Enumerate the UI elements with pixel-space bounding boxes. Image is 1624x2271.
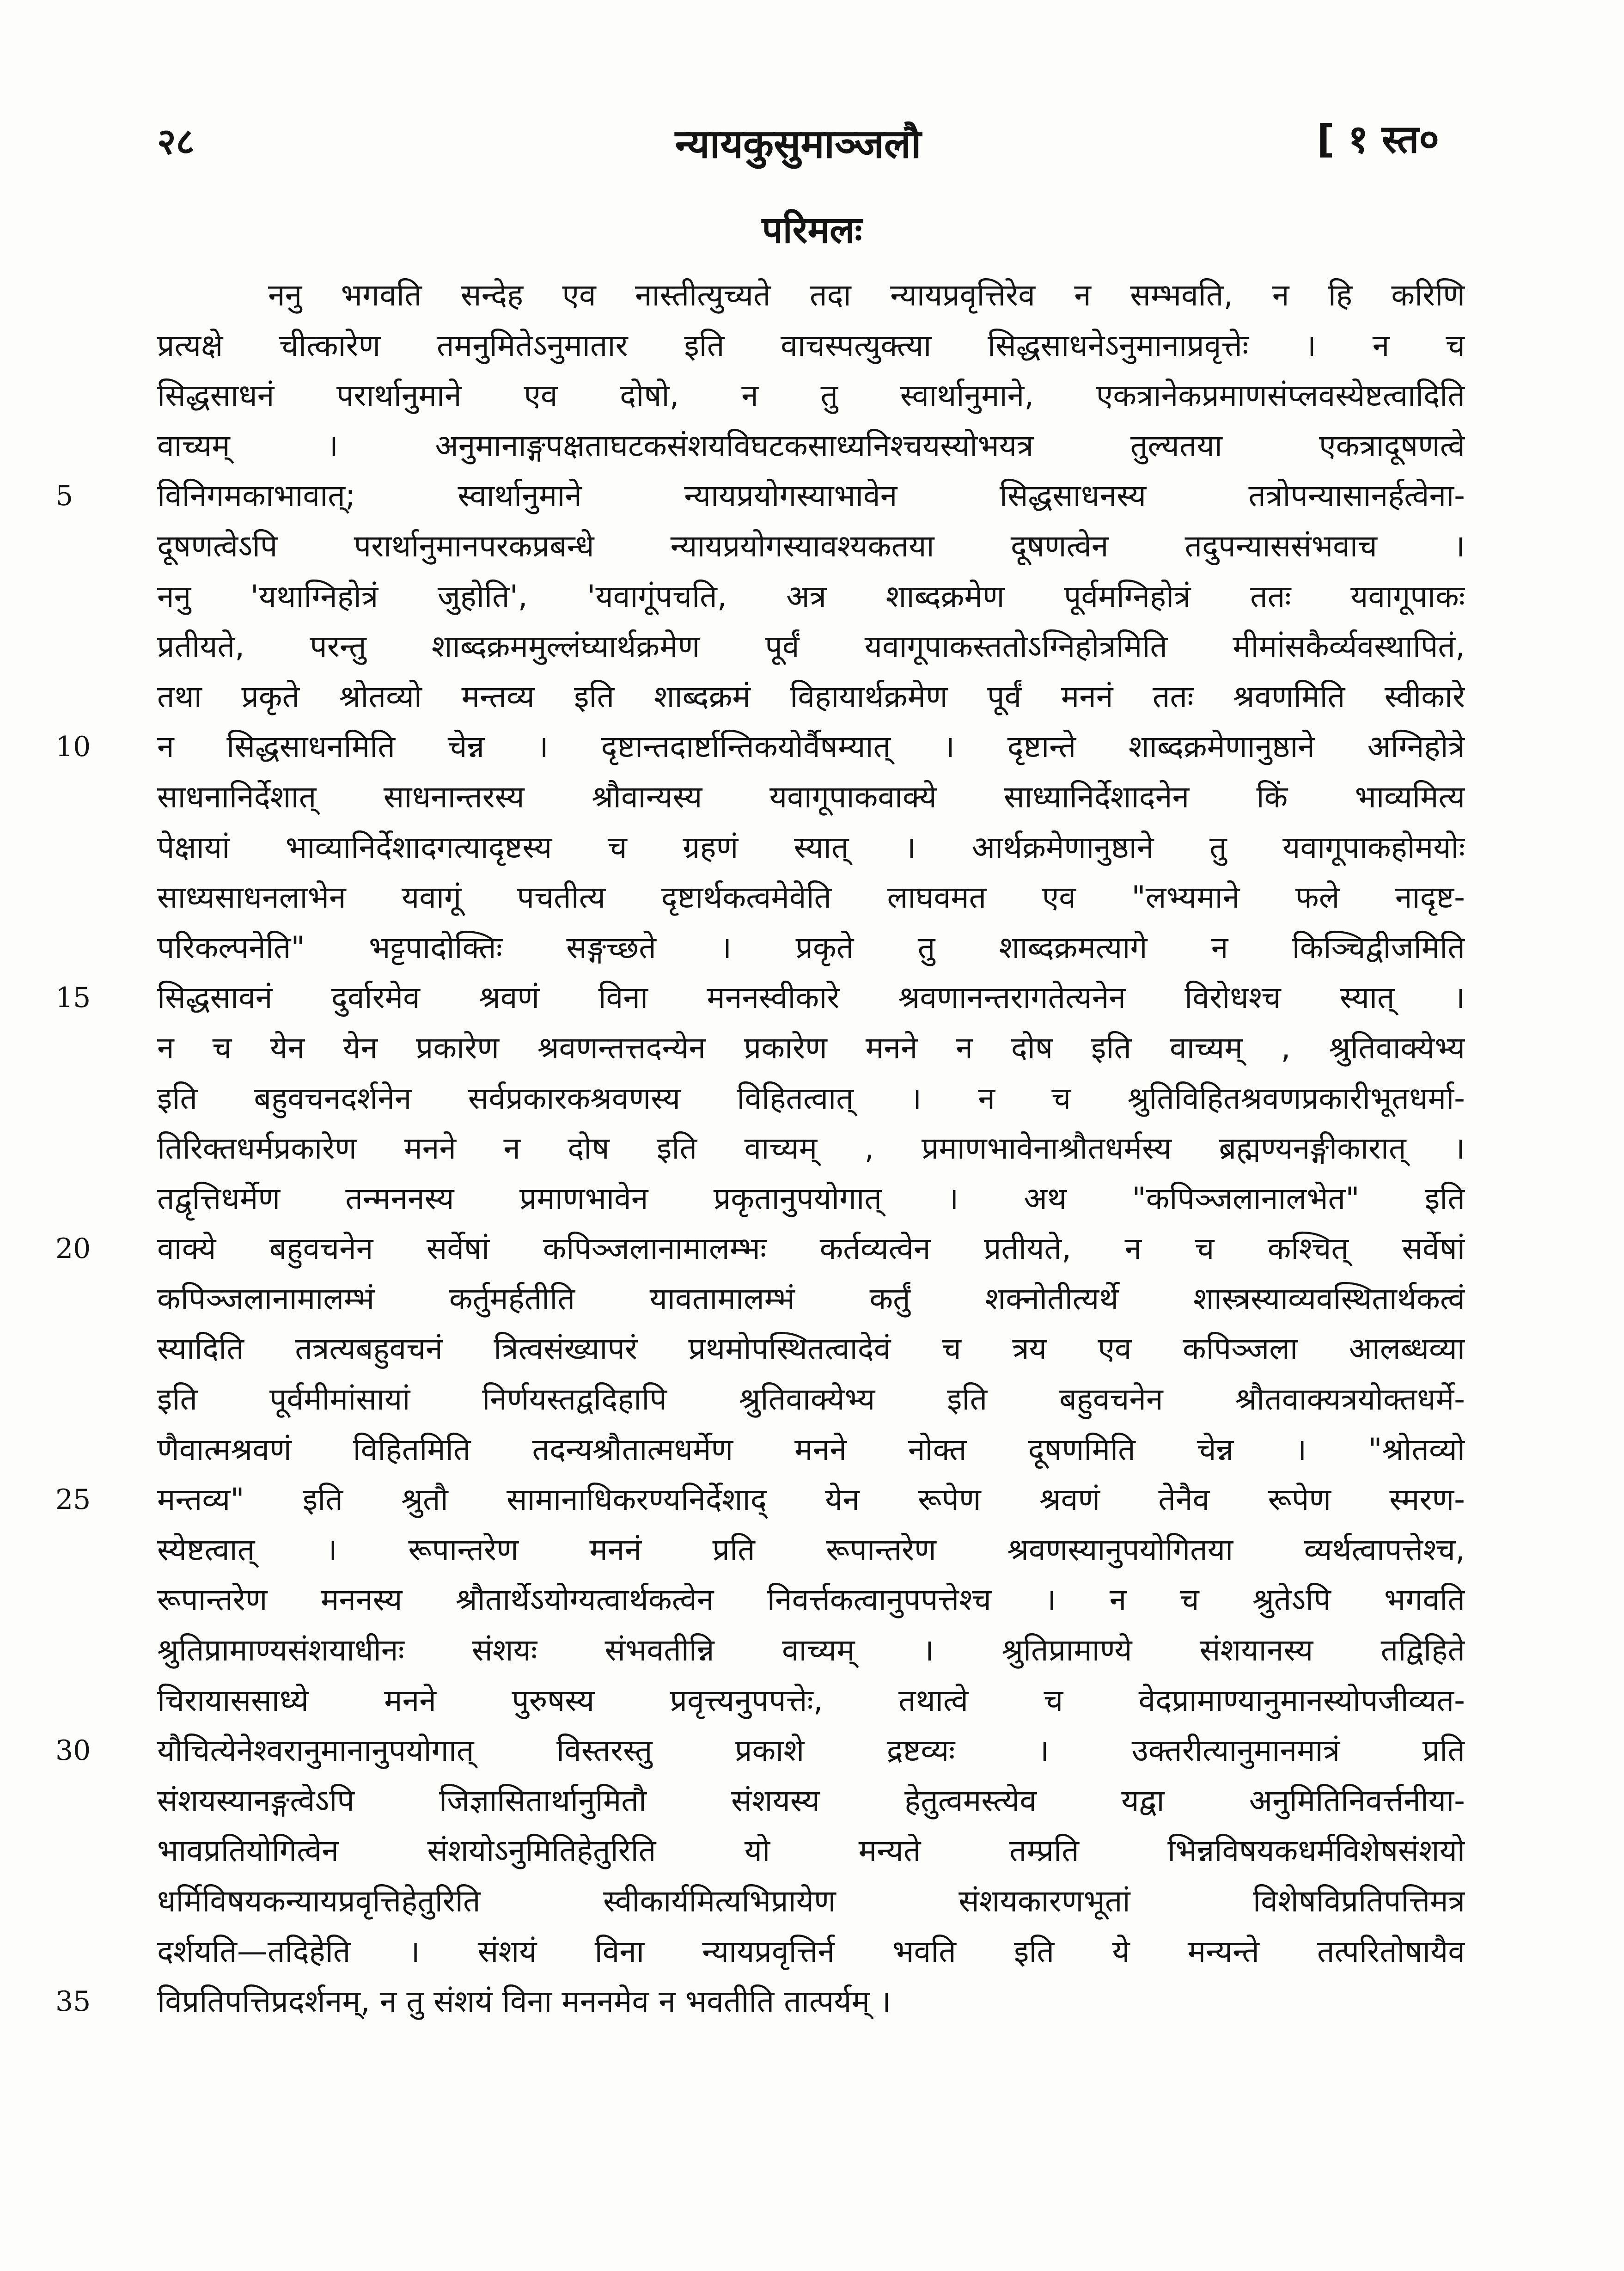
text-line: रूपान्तरेण मननस्य श्रौतार्थेऽयोग्यत्वार्थकत्वेन निवर्त्तकत्वानुपपत्तेश्च । न च श्रुतेऽपि भगवति <box>157 1582 1465 1618</box>
text-line: इति पूर्वमीमांसायां निर्णयस्तद्वदिहापि श्रुतिवाक्येभ्य इति बहुवचनेन श्रौतवाक्यत्रयोक्तधर्मे- <box>157 1381 1465 1417</box>
text-line: वाक्ये बहुवचनेन सर्वेषां कपिञ्जलानामालम्भः कर्तव्यत्वेन प्रतीयते, न च कश्चित् सर्वेषां <box>157 1231 1465 1267</box>
page-number: २८ <box>157 121 195 163</box>
text-line: न सिद्धसाधनमिति चेन्न । दृष्टान्तदार्ष्टान्तिकयोर्वैषम्यात् । दृष्टान्ते शाब्दक्रमेणानुष्ठाने अग्निहोत्रे <box>157 729 1465 765</box>
line-number: 10 <box>55 731 91 763</box>
text-line: ननु 'यथाग्निहोत्रं जुहोति', 'यवागूंपचति, अत्र शाब्दक्रमेण पूर्वमग्निहोत्रं ततः यवागूपाकः <box>157 578 1465 614</box>
text-line: तिरिक्तधर्मप्रकारेण मनने न दोष इति वाच्यम् , प्रमाणभावेनाश्रौतधर्मस्य ब्रह्मण्यनङ्गीकारात् । <box>157 1130 1465 1166</box>
text-line: णैवात्मश्रवणं विहितमिति तदन्यश्रौतात्मधर्मेण मनने नोक्त दूषणमिति चेन्न । "श्रोतव्यो <box>157 1431 1465 1467</box>
text-line: पेक्षायां भाव्यानिर्देशादगत्यादृष्टस्य च ग्रहणं स्यात् । आर्थक्रमेणानुष्ठाने तु यवागूपाकहोमयोः <box>157 829 1465 865</box>
text-line: सिद्धसाधनं परार्थानुमाने एव दोषो, न तु स्वार्थानुमाने, एकत्रानेकप्रमाणसंप्लवस्येष्टत्वादिति <box>157 378 1465 414</box>
text-line: संशयस्यानङ्गत्वेऽपि जिज्ञासितार्थानुमितौ संशयस्य हेतुत्वमस्त्येव यद्वा अनुमितिनिवर्त्तनीया- <box>157 1783 1465 1819</box>
text-line: विनिगमकाभावात्; स्वार्थानुमाने न्यायप्रयोगस्याभावेन सिद्धसाधनस्य तत्रोपन्यासानर्हत्वेना- <box>157 478 1465 514</box>
text-line: ननु भगवति सन्देह एव नास्तीत्युच्यते तदा न्यायप्रवृत्तिरेव न सम्भवति, न हि करिणि <box>268 277 1465 313</box>
line-number: 5 <box>55 480 73 512</box>
section-heading: परिमलः <box>762 208 862 251</box>
text-line: प्रत्यक्षे चीत्कारेण तमनुमितेऽनुमातार इति वाचस्पत्युक्त्या सिद्धसाधनेऽनुमानाप्रवृत्तेः । न च <box>157 327 1465 363</box>
line-number: 25 <box>55 1483 91 1516</box>
text-line: कपिञ्जलानामालम्भं कर्तुमर्हतीति यावतामालम्भं कर्तुं शक्नोतीत्यर्थे शास्त्रस्याव्यवस्थितार्थकत्वं <box>157 1281 1465 1317</box>
running-title: न्यायकुसुमाञ्जलौ <box>675 121 922 167</box>
line-number: 30 <box>55 1734 91 1767</box>
commentary-text <box>157 270 1465 2027</box>
line-number: 20 <box>55 1233 91 1265</box>
text-line: यौचित्येनेश्वरानुमानानुपयोगात् विस्तरस्तु प्रकाशे द्रष्टव्यः । उक्तरीत्यानुमानमात्रं प्रति <box>157 1733 1465 1769</box>
page-header <box>157 116 1439 171</box>
text-line: वाच्यम् । अनुमानाङ्गपक्षताघटकसंशयविघटकसाध्यनिश्चयस्योभयत्र तुल्यतया एकत्रादूषणत्वे <box>157 427 1465 464</box>
text-line: परिकल्पनेति" भट्टपादोक्तिः सङ्गच्छते । प्रकृते तु शाब्दक्रमत्यागे न किञ्चिद्वीजमिति <box>157 929 1465 965</box>
text-line: भावप्रतियोगित्वेन संशयोऽनुमितिहेतुरिति यो मन्यते तम्प्रति भिन्नविषयकधर्मविशेषसंशयो <box>157 1833 1465 1869</box>
text-line: प्रतीयते, परन्तु शाब्दक्रममुल्लंघ्यार्थक्रमेण पूर्वं यवागूपाकस्ततोऽग्निहोत्रमिति मीमांसकैर्व्यवस्थापितं, <box>157 629 1465 665</box>
text-line: विप्रतिपत्तिप्रदर्शनम्, न तु संशयं विना मननमेव न भवतीति तात्पर्यम् । <box>157 1984 891 2020</box>
line-number: 15 <box>55 982 91 1014</box>
text-line: तद्वृत्तिधर्मेण तन्मननस्य प्रमाणभावेन प्रकृतानुपयोगात् । अथ "कपिञ्जलानालभेत" इति <box>157 1180 1465 1216</box>
text-line: दूषणत्वेऽपि परार्थानुमानपरकप्रबन्धे न्यायप्रयोगस्यावश्यकतया दूषणत्वेन तदुपन्याससंभवाच । <box>157 528 1465 564</box>
text-line: श्रुतिप्रामाण्यसंशयाधीनः संशयः संभवतीन्नि वाच्यम् । श्रुतिप्रामाण्ये संशयानस्य तद्विहिते <box>157 1632 1465 1668</box>
text-line: धर्मिविषयकन्यायप्रवृत्तिहेतुरिति स्वीकार्यमित्यभिप्रायेण संशयकारणभूतां विशेषविप्रतिपत्तिमत्र <box>157 1883 1465 1919</box>
section-reference: [ १ स्त० <box>1317 116 1439 162</box>
text-line: दर्शयति—तदिहेति । संशयं विना न्यायप्रवृत्तिर्न भवति इति ये मन्यन्ते तत्परितोषायैव <box>157 1933 1465 1969</box>
text-line: मन्तव्य" इति श्रुतौ सामानाधिकरण्यनिर्देशाद् येन रूपेण श्रवणं तेनैव रूपेण स्मरण- <box>157 1482 1465 1518</box>
text-line: स्येष्टत्वात् । रूपान्तरेण मननं प्रति रूपान्तरेण श्रवणस्यानुपयोगितया व्यर्थत्वापत्तेश्च, <box>157 1532 1465 1568</box>
text-line: तथा प्रकृते श्रोतव्यो मन्तव्य इति शाब्दक्रमं विहायार्थक्रमेण पूर्वं मननं ततः श्रवणमिति स्वीकारे <box>157 678 1465 714</box>
text-line: स्यादिति तत्रत्यबहुवचनं त्रित्वसंख्यापरं प्रथमोपस्थितत्वादेवं च त्रय एव कपिञ्जला आलब्धव्या <box>157 1331 1465 1367</box>
text-line: साध्यसाधनलाभेन यवागूं पचतीत्य दृष्टार्थकत्वमेवेति लाघवमत एव "लभ्यमाने फले नादृष्ट- <box>157 879 1465 916</box>
line-number: 35 <box>55 1985 91 2018</box>
text-line: इति बहुवचनदर्शनेन सर्वप्रकारकश्रवणस्य विहितत्वात् । न च श्रुतिविहितश्रवणप्रकारीभूतधर्मा- <box>157 1080 1465 1116</box>
text-line: न च येन येन प्रकारेण श्रवणन्तत्तदन्येन प्रकारेण मनने न दोष इति वाच्यम् , श्रुतिवाक्येभ्य <box>157 1030 1465 1066</box>
text-line: सिद्धसावनं दुर्वारमेव श्रवणं विना मननस्वीकारे श्रवणानन्तरागतेत्यनेन विरोधश्च स्यात् । <box>157 980 1465 1016</box>
text-line: साधनानिर्देशात् साधनान्तरस्य श्रौवान्यस्य यवागूपाकवाक्ये साध्यानिर्देशादनेन किं भाव्यमित्य <box>157 779 1465 815</box>
text-line: चिरायाससाध्ये मनने पुरुषस्य प्रवृत्त्यनुपपत्तेः, तथात्वे च वेदप्रामाण्यानुमानस्योपजीव्यत- <box>157 1682 1465 1718</box>
